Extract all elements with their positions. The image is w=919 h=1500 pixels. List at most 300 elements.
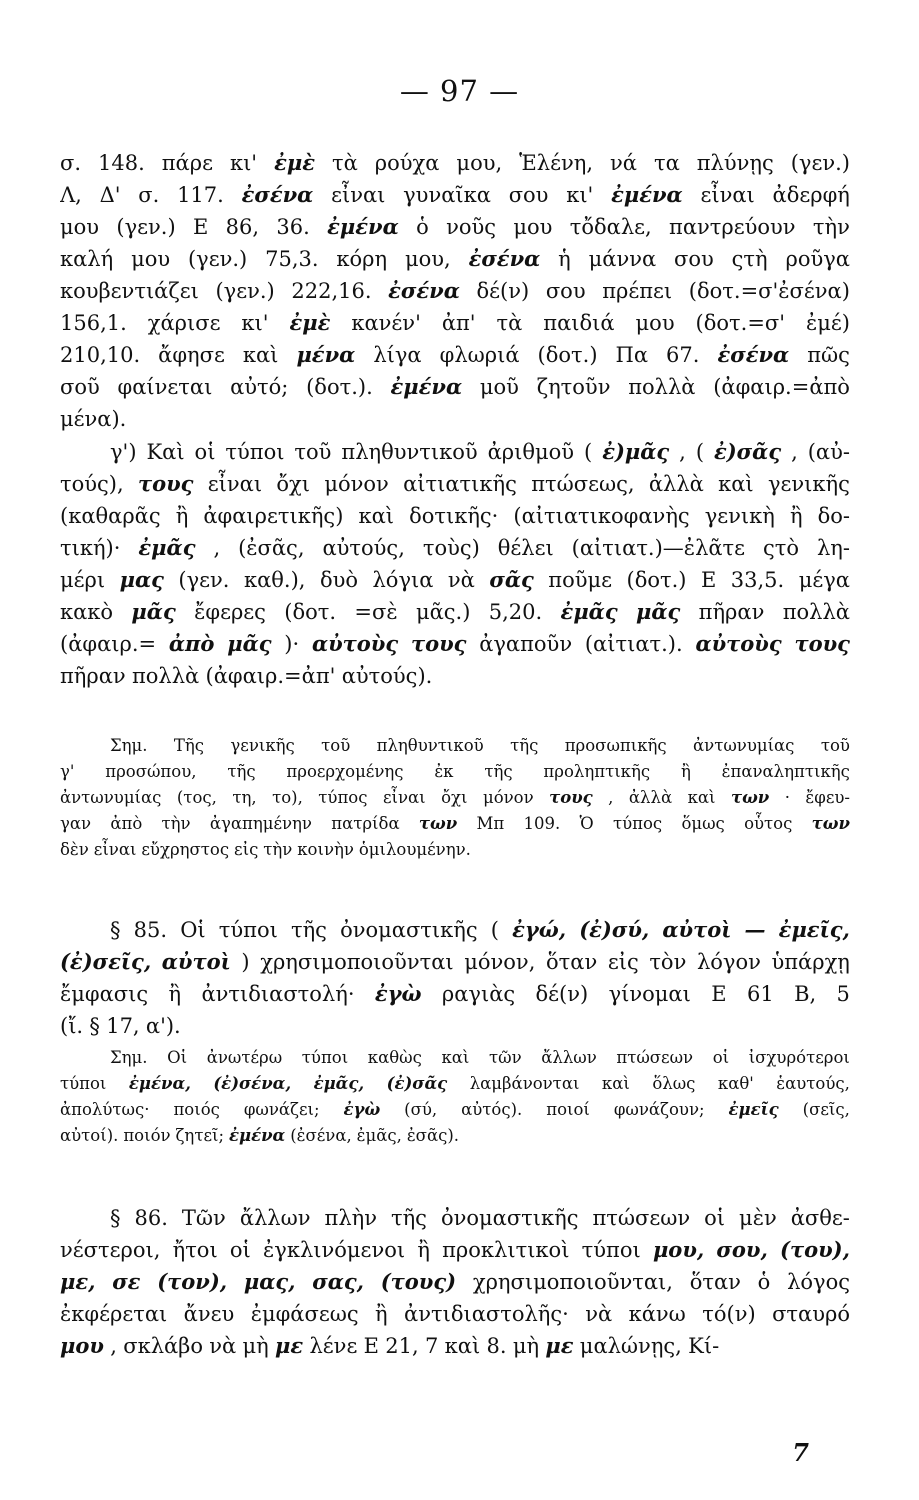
- word: αὐτός).: [461, 1100, 523, 1119]
- word: τῆς: [510, 736, 539, 755]
- word: ἤτοι: [172, 1238, 218, 1262]
- word: λόγος: [787, 1270, 850, 1294]
- word: τὸν: [649, 950, 687, 974]
- word: ποιοί: [546, 1100, 590, 1119]
- word: μοῦ: [479, 375, 519, 399]
- word: λη-: [817, 536, 850, 560]
- word: κόρη: [336, 247, 388, 271]
- word: 86.: [134, 1206, 168, 1230]
- word: ἀντωνυμίας: [693, 736, 795, 755]
- word: Σημ.: [110, 1048, 148, 1067]
- word: (ἀφαιρ.=ἀπ': [205, 664, 336, 688]
- word: φλωριά: [439, 343, 520, 367]
- emphasis-word: (ἐ)σύ,: [579, 917, 650, 942]
- word: γενικῆς: [767, 472, 850, 496]
- word: τῆς: [390, 1206, 427, 1230]
- emphasis-word: (ἐ)σᾶς: [386, 1074, 448, 1093]
- word: οἱ: [712, 1048, 730, 1067]
- text-line: [60, 371, 850, 403]
- word: 156,1.: [60, 311, 127, 335]
- word: τύπος: [318, 788, 368, 807]
- word: πλὴν: [324, 1206, 377, 1230]
- word: ἡ: [558, 247, 571, 271]
- section-85: [60, 914, 850, 1042]
- word: ἐσᾶς).: [406, 1126, 460, 1145]
- word: Τῶν: [181, 1206, 226, 1230]
- text-line: [60, 978, 850, 1010]
- emphasis-word: μένα: [296, 342, 356, 367]
- word: καλή: [60, 247, 114, 271]
- word: ὄχι: [276, 472, 310, 496]
- text-line: [60, 1266, 850, 1298]
- word: αὐτούς).: [341, 664, 433, 688]
- word: Ἑλένη,: [519, 151, 594, 175]
- word: λόγον: [696, 950, 761, 974]
- emphasis-word: ἐμεῖς: [728, 1100, 779, 1119]
- word: τοῦ: [820, 736, 850, 755]
- word: §: [110, 918, 121, 942]
- text-line: [60, 307, 850, 339]
- word: τα: [653, 151, 680, 175]
- word: δέ(ν): [535, 982, 589, 1006]
- word: ἀφαιρετικῆς): [203, 504, 344, 528]
- word: 33,5.: [730, 568, 785, 592]
- text-line: [60, 1330, 850, 1362]
- word: (δοτ.: [284, 600, 337, 624]
- word: γενικὴ: [704, 504, 775, 528]
- emphasis-word: (ἐ)σένα,: [213, 1074, 292, 1093]
- word: τύποι: [301, 1048, 349, 1067]
- word: ροῦγα: [785, 247, 850, 271]
- emphasis-word: (του),: [780, 1237, 850, 1262]
- word: ): [241, 950, 250, 974]
- word: ἀπ': [441, 311, 476, 335]
- word: 75,3.: [265, 247, 319, 271]
- word: θέλει: [497, 536, 554, 560]
- emphasis-word: αὐτοὶ: [161, 949, 231, 974]
- word: ςτὴ: [731, 247, 768, 271]
- word: καὶ: [358, 504, 394, 528]
- word: ἀπὸ: [110, 814, 143, 833]
- word: σου: [508, 183, 549, 207]
- word: (ἀφαιρ.=ἀπὸ: [713, 375, 850, 399]
- word: πολλὰ: [628, 375, 696, 399]
- word: 36.: [276, 215, 310, 239]
- word: εἶναι: [93, 840, 137, 859]
- word: ἀνωτέρω: [206, 1048, 283, 1067]
- word: μου: [635, 311, 675, 335]
- emphasis-word: μᾶς: [131, 599, 176, 624]
- word: (γεν.): [215, 279, 275, 303]
- text-line: [60, 211, 850, 243]
- word: τύποι: [60, 1074, 107, 1093]
- text-line: [60, 436, 850, 468]
- word: σταυρό: [772, 1302, 850, 1326]
- word: γίνομαι: [608, 982, 691, 1006]
- emphasis-word: τους: [410, 631, 467, 656]
- word: (γεν.): [116, 215, 176, 239]
- emphasis-word: μας: [119, 567, 164, 592]
- emphasis-word: αὐτοὶ: [662, 917, 732, 942]
- text-line: [60, 564, 850, 596]
- word: ἢ: [417, 1238, 430, 1262]
- word: ςτὸ: [763, 536, 800, 560]
- word: πληθυντικοῦ: [341, 440, 478, 464]
- word: ,: [679, 440, 686, 464]
- word: καὶ: [444, 1334, 481, 1358]
- word: ἐκ: [434, 762, 454, 781]
- word: ἑαυτούς,: [776, 1074, 850, 1093]
- emphasis-word: ἐμὲ: [289, 310, 331, 335]
- word: ἐμέ): [805, 311, 850, 335]
- word: μου: [513, 215, 553, 239]
- word: (αὐ-: [807, 440, 850, 464]
- word: πολλὰ: [131, 664, 200, 688]
- word: μόνον: [324, 472, 389, 496]
- text-line: [60, 811, 850, 837]
- word: μὴ: [512, 1334, 540, 1358]
- word: ,: [608, 788, 614, 807]
- word: 222,16.: [291, 279, 372, 303]
- word: καθὼς: [367, 1048, 422, 1067]
- word: ζητεῖ;: [175, 1126, 225, 1145]
- word: τύπος: [612, 814, 663, 833]
- word: ραγιὰς: [441, 982, 516, 1006]
- word: πτώσεων: [592, 1206, 691, 1230]
- text-line: [60, 1123, 850, 1149]
- word: μέρι: [60, 568, 106, 592]
- word: τική)·: [60, 536, 121, 560]
- word: τό(ν): [702, 1302, 756, 1326]
- emphasis-word: τους: [137, 471, 194, 496]
- word: τοῦ: [294, 440, 332, 464]
- word: τῆς: [484, 762, 513, 781]
- word: τὰ: [331, 151, 358, 175]
- word: σου: [674, 247, 714, 271]
- text-line: [60, 1071, 850, 1097]
- emphasis-word: ἐμᾶς: [560, 599, 618, 624]
- text-line: [60, 532, 850, 564]
- word: ποῦμε: [548, 568, 613, 592]
- word: ἀλλὰ: [648, 472, 704, 496]
- word: =σὲ: [354, 600, 398, 624]
- text-line: [60, 837, 850, 863]
- text-line: [60, 339, 850, 371]
- word: ὅμως: [681, 814, 725, 833]
- word: Οἱ: [180, 918, 206, 942]
- word: πρέπει: [602, 279, 673, 303]
- word: ἢ: [175, 504, 189, 528]
- paragraph-intro: [60, 147, 850, 435]
- emphasis-word: (τους): [380, 1269, 457, 1294]
- emphasis-word: σε: [112, 1269, 141, 1294]
- word: τῶν: [489, 1048, 522, 1067]
- emphasis-word: ἐσένα: [468, 246, 541, 271]
- word: καὶ: [242, 343, 279, 367]
- text-line: [60, 1045, 850, 1071]
- section-86: [60, 1202, 850, 1362]
- emphasis-word: ἐσένα: [388, 278, 460, 303]
- word: Κί-: [688, 1334, 720, 1358]
- word: μάννα: [588, 247, 657, 271]
- emphasis-word: των: [418, 814, 458, 833]
- word: μου,: [404, 247, 451, 271]
- word: Δ': [99, 183, 121, 207]
- word: ἀντιδιαστολή·: [201, 982, 355, 1006]
- word: πῆραν: [698, 600, 765, 624]
- word: μᾶς.): [415, 600, 471, 624]
- word: (δοτ.=σ': [695, 311, 786, 335]
- text-line: [60, 403, 850, 435]
- word: νὰ: [585, 1302, 613, 1326]
- emphasis-word: με: [545, 1333, 574, 1358]
- word: γ': [60, 762, 75, 781]
- word: ἀγαπημένην: [209, 814, 312, 833]
- word: φωνάζει;: [243, 1100, 320, 1119]
- word: λένε: [309, 1334, 358, 1358]
- text-line: [60, 243, 850, 275]
- word: γενικῆς: [230, 736, 295, 755]
- word: τύποι: [581, 1238, 641, 1262]
- word: προσώπου,: [105, 762, 197, 781]
- emphasis-word: ἐμένα,: [128, 1074, 191, 1093]
- emphasis-word: τους: [794, 631, 850, 656]
- word: οἱ: [194, 440, 216, 464]
- word: ,: [110, 1334, 117, 1358]
- word: γ'): [110, 440, 137, 464]
- word: καθ.),: [243, 568, 306, 592]
- word: λόγια: [372, 568, 434, 592]
- word: (δοτ.).: [306, 375, 373, 399]
- word: μένα).: [60, 407, 127, 431]
- word: 5,20.: [488, 600, 543, 624]
- emphasis-word: ἀπὸ: [168, 631, 215, 656]
- word: Ὁ: [579, 814, 594, 833]
- word: ἔμφασις: [60, 982, 149, 1006]
- word: μὲν: [739, 1206, 777, 1230]
- word: σου: [545, 279, 586, 303]
- word: προσωπικῆς: [564, 736, 667, 755]
- word: 8.: [486, 1334, 507, 1358]
- word: ἀγαποῦν: [479, 632, 573, 656]
- word: 5: [836, 982, 850, 1006]
- word: (γεν.: [178, 568, 230, 592]
- word: τύποι: [218, 918, 278, 942]
- word: πτώσεως,: [531, 472, 635, 496]
- word: τούς),: [60, 472, 124, 496]
- word: πλύνῃς: [696, 151, 774, 175]
- word: Πα: [615, 343, 649, 367]
- word: πάρε: [161, 151, 213, 175]
- emphasis-word: μου: [60, 1333, 104, 1358]
- emphasis-word: με,: [60, 1269, 96, 1294]
- word: ἐπαναληπτικῆς: [721, 762, 850, 781]
- word: 21,: [385, 1334, 419, 1358]
- word: ἐμᾶς,: [356, 1126, 402, 1145]
- word: ζητοῦν: [536, 375, 611, 399]
- word: (σεῖς,: [802, 1100, 850, 1119]
- emphasis-word: —: [744, 917, 766, 942]
- word: πατρίδα: [331, 814, 400, 833]
- word: ἢ: [680, 762, 691, 781]
- word: Ε: [192, 215, 209, 239]
- word: κοινὴν: [297, 840, 354, 859]
- word: οἱ: [229, 1238, 251, 1262]
- word: Καὶ: [146, 440, 185, 464]
- word: ἀριθμοῦ: [487, 440, 575, 464]
- text-line: [60, 1010, 850, 1042]
- word: εἰς: [607, 950, 639, 974]
- word: (ἐσᾶς,: [238, 536, 305, 560]
- emphasis-word: ἐμὲ: [274, 150, 315, 175]
- word: νέστεροι,: [60, 1238, 161, 1262]
- word: το),: [272, 788, 303, 807]
- word: καὶ: [718, 472, 754, 496]
- word: 148.: [98, 151, 145, 175]
- word: τὄδαλε,: [569, 215, 652, 239]
- word: προκλιτικοὶ: [442, 1238, 570, 1262]
- word: ὑπάρχῃ: [771, 950, 850, 974]
- emphasis-word: ἐ)σᾶς: [713, 439, 782, 464]
- word: 210,10.: [60, 343, 141, 367]
- word: Λ,: [60, 183, 82, 207]
- word: α').: [145, 1014, 181, 1038]
- page-number: — 97 —: [399, 74, 520, 108]
- word: κάνω: [628, 1302, 686, 1326]
- text-line: [60, 275, 850, 307]
- word: μόνον,: [464, 950, 536, 974]
- word: τῆς: [227, 762, 256, 781]
- word: μὴ: [242, 1334, 269, 1358]
- word: (: [490, 918, 499, 942]
- word: τὰ: [496, 311, 523, 335]
- word: τὴν: [812, 215, 850, 239]
- word: νά: [610, 151, 637, 175]
- word: εἶναι: [700, 183, 755, 207]
- word: Μπ: [476, 814, 505, 833]
- word: Οἱ: [167, 1048, 188, 1067]
- note-1: [60, 733, 850, 863]
- word: (δοτ.): [537, 343, 598, 367]
- text-line: [60, 1097, 850, 1123]
- word: ὅταν: [689, 1270, 741, 1294]
- word: (ἀφαιρ.=: [60, 632, 157, 656]
- emphasis-word: ἐμένα: [390, 374, 463, 399]
- word: ἀσθε-: [790, 1206, 850, 1230]
- word: καὶ: [687, 788, 716, 807]
- text-line: [60, 785, 850, 811]
- word: 86,: [225, 215, 260, 239]
- emphasis-word: ἐμένα: [327, 214, 399, 239]
- word: 7: [424, 1334, 439, 1358]
- word: λίγα: [373, 343, 422, 367]
- word: νοῦς: [446, 215, 497, 239]
- emphasis-word: σᾶς: [489, 567, 534, 592]
- word: κακὸ: [60, 600, 114, 624]
- text-line: [60, 179, 850, 211]
- word: τὴν: [263, 840, 293, 859]
- emphasis-word: με: [275, 1333, 304, 1358]
- text-line: [60, 946, 850, 978]
- word: μαλώνῃς,: [579, 1334, 682, 1358]
- word: μου: [60, 215, 100, 239]
- word: δυὸ: [319, 568, 359, 592]
- word: τοῦ: [321, 736, 351, 755]
- word: προερχομένης: [286, 762, 404, 781]
- word: νὰ: [209, 1334, 237, 1358]
- word: εἰς: [234, 840, 259, 859]
- text-line: [60, 733, 850, 759]
- word: 109.: [523, 814, 561, 833]
- emphasis-word: τους: [549, 788, 593, 807]
- word: δοτικῆς·: [409, 504, 499, 528]
- word: ἄφησε: [158, 343, 225, 367]
- emphasis-word: μου,: [652, 1237, 705, 1262]
- word: ,: [791, 440, 798, 464]
- word: 61: [746, 982, 774, 1006]
- word: ἢ: [168, 982, 182, 1006]
- word: ἐγκλινόμενοι: [263, 1238, 406, 1262]
- note-2: [60, 1045, 850, 1149]
- word: §: [110, 1206, 121, 1230]
- emphasis-word: μᾶς: [635, 599, 681, 624]
- word: ἄνευ: [183, 1302, 235, 1326]
- word: )·: [284, 632, 300, 656]
- word: 85.: [133, 918, 168, 942]
- word: πολλὰ: [782, 600, 850, 624]
- word: οἱ: [704, 1206, 726, 1230]
- word: λαμβάνονται: [469, 1074, 580, 1093]
- word: Β,: [794, 982, 817, 1006]
- word: ὁ: [757, 1270, 771, 1294]
- word: ὀνομαστικῆς: [340, 918, 478, 942]
- word: 17,: [106, 1014, 140, 1038]
- word: ὅταν: [546, 950, 598, 974]
- word: (τος,: [176, 788, 217, 807]
- word: (γεν.): [187, 247, 248, 271]
- word: ἰσχυρότεροι: [748, 1048, 850, 1067]
- emphasis-word: ἐγὼ: [343, 1100, 381, 1119]
- text-line: [60, 1202, 850, 1234]
- word: ὀνομαστικῆς: [440, 1206, 579, 1230]
- emphasis-word: ἐμένα: [611, 182, 683, 207]
- word: 117.: [177, 183, 224, 207]
- word: ἀπολύτως·: [60, 1100, 150, 1119]
- emphasis-word: (ἐ)σεῖς,: [60, 949, 152, 974]
- word: κι': [241, 311, 269, 335]
- word: μου: [131, 247, 171, 271]
- word: ἔφερες: [194, 600, 266, 624]
- word: χρησιμοποιοῦνται: [260, 950, 454, 974]
- emphasis-word: των: [811, 814, 850, 833]
- emphasis-word: ἐμεῖς,: [778, 917, 850, 942]
- word: φωνάζουν;: [613, 1100, 705, 1119]
- word: εὔχρηστος: [141, 840, 230, 859]
- emphasis-word: (τον),: [157, 1269, 228, 1294]
- word: αἰτιατικῆς: [403, 472, 517, 496]
- text-line: [60, 1298, 850, 1330]
- word: (ἴ.: [60, 1014, 84, 1038]
- word: μου,: [456, 151, 503, 175]
- word: εἶναι: [207, 472, 263, 496]
- word: ἀντωνυμίας: [60, 788, 162, 807]
- word: αὐτοί).: [60, 1126, 119, 1145]
- word: (δοτ.): [626, 568, 687, 592]
- word: παιδιά: [543, 311, 615, 335]
- word: (γεν.): [790, 151, 850, 175]
- word: εἶναι: [331, 183, 386, 207]
- word: ὁ: [416, 215, 429, 239]
